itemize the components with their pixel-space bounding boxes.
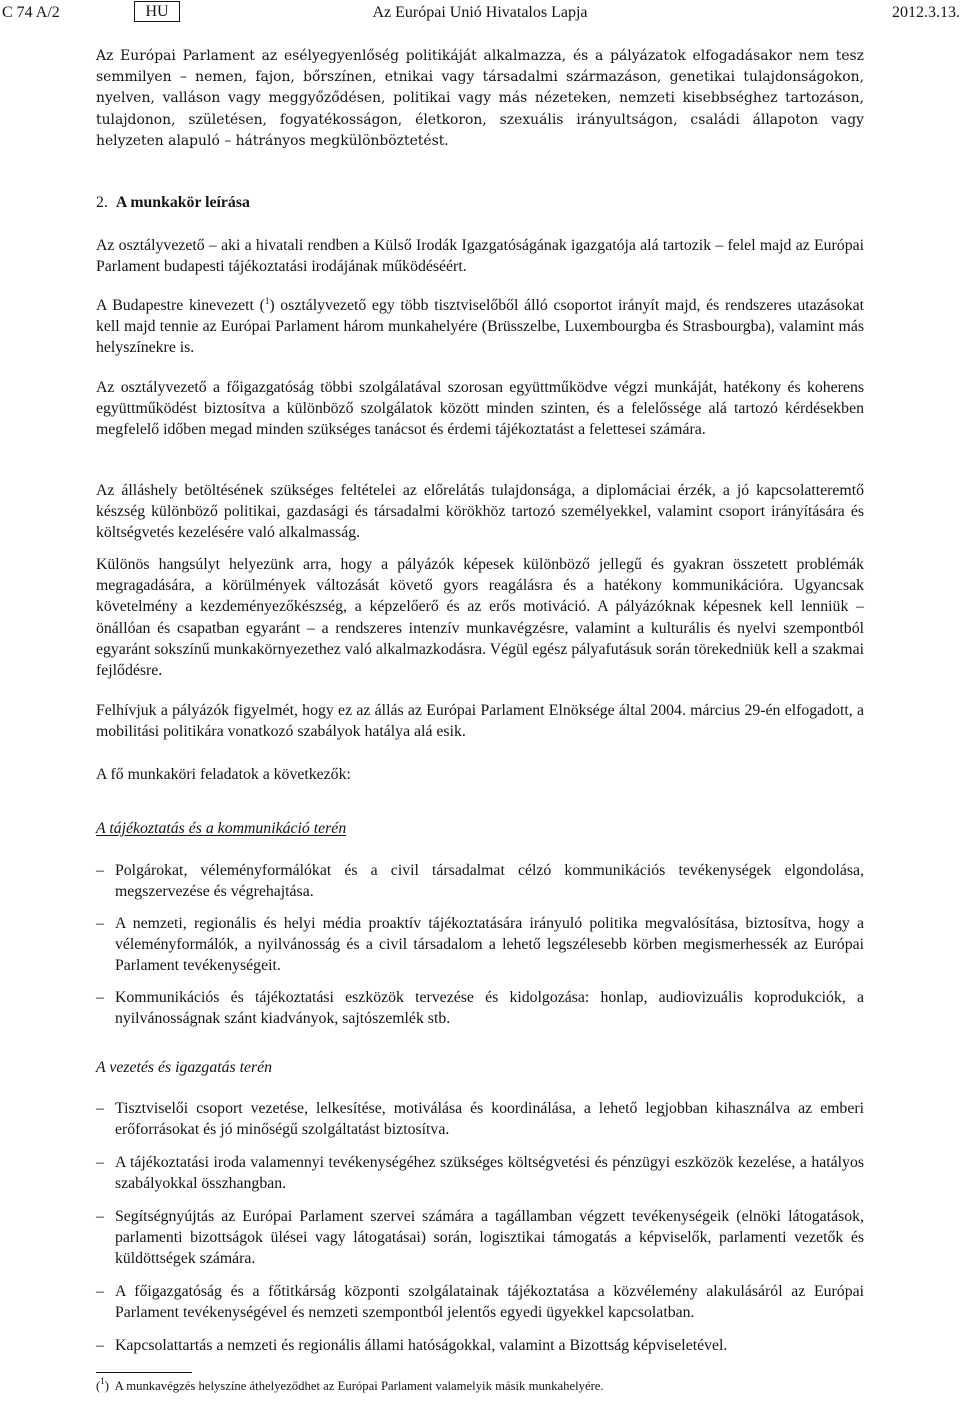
paragraph-requirements: Az álláshely betöltésének szükséges feltételei az előrelátás tulajdonsága, a diplomáciai érzék, a jó kapcsolatteremtő készség különböző politikai, gazdasági és társadalmi körökhöz tartozó személyekkel, valamint csoport irányítására és költségvetés kezelésére való alkalmasság. [96,482,864,542]
list-item-text: A főigazgatóság és a főtitkárság központi szolgálatainak tájékoztatása a közvélemény alakulásáról az Európai Parlament tevékenységével és nemzeti szempontból jelentős egyedi ügyekkel kapcsolatban. [115,1283,864,1322]
footnote-ref: 1 [264,296,270,306]
paragraph-posting [96,295,864,359]
list-item-text: Polgárokat, véleményformálókat és a civil társadalmat célzó kommunikációs tevékenységek elgondolása, megszervezése és végrehajtása. [115,862,864,901]
list-item [96,987,864,1029]
section-heading [96,192,864,213]
list-item-text: A nemzeti, regionális és helyi média proaktív tájékoztatására irányuló politika megvalósítása, biztosítva, hogy a véleményformálók, a nyilvánosság és a civil társadalom a lehető legszélesebb körben megismerhessék az Európai Parlament tevékenységeit. [115,915,864,975]
dash-marker: – [96,862,104,879]
subheading-management: A vezetés és igazgatás terén [96,1059,273,1076]
list-item [96,860,864,902]
paragraph-cooperation: Az osztályvezető a főigazgatóság többi szolgálatával szorosan együttműködve végzi munkáját, hatékony és koherens együttműködést biztosítva a különböző szolgálatok között minden szinten, és a felelőssége alá tartozó kérdésekben megfelelő időben megad minden szükséges tanácsot és érdemi tájékoztatást a felettesei számára. [96,379,864,439]
list-item [96,1206,864,1270]
publication-title: Az Európai Unió Hivatalos Lapja [372,4,588,21]
footnote-divider [96,1372,192,1373]
list-item [96,1335,864,1356]
intro-paragraph: Az Európai Parlament az esélyegyenlőség politikáját alkalmazza, és a pályázatok elfogadásakor nem tesz semmilyen – nemen, fajon, bőrszínen, etnikai vagy társadalmi származáson, genetikai tulajdonságokon, nyelven, valláson vagy meggyőződésen, politikai vagy más nézeteken, nemzeti kisebbséghez tartozáson, tulajdonon, születésen, fogyatékosságon, életkoron, szexuális irányultságon, családi állapoton vagy helyzeten alapuló – hátrányos megkülönböztetést. [96,48,864,149]
issue-date: 2012.3.13. [892,4,960,21]
list-item-text: Kapcsolattartás a nemzeti és regionális állami hatóságokkal, valamint a Bizottság képviseletével. [115,1337,728,1354]
list-item-text: A tájékoztatási iroda valamennyi tevékenységéhez szükséges költségvetési és pénzügyi eszközök kezelése, a hatályos szabályokkal összhangban. [115,1154,864,1193]
list-item [96,1152,864,1194]
paragraph-mobility: Felhívjuk a pályázók figyelmét, hogy ez az állás az Európai Parlament Elnöksége által 2004. március 29-én elfogadott, a mobilitási politikára vonatkozó szabályok hatálya alá esik. [96,702,864,741]
dash-marker: – [96,1100,104,1117]
section-number: 2. [96,194,108,211]
paragraph-competencies: Különös hangsúlyt helyezünk arra, hogy a pályázók képesek különböző jellegű és gyakran összetett problémák megragadására, a körülmények változását követő gyors reagálásra és a hatékony kommunikációra. Ugyancsak követelmény a kezdeményezőkészség, a képzelőerő és az erős motiváció. A pályázóknak képesnek kell lenniük – önállóan és csapatban egyaránt – a rendszeres intenzív munkavégzésre, valamint a kulturális és nyelvi szempontból egyaránt sokszínű munkakörnyezethez való alkalmazkodásra. Végül egész pályafutásuk során törekedniük kell a szakmai fejlődésre. [96,556,864,680]
section-title: A munkakör leírása [115,194,250,211]
dash-marker: – [96,1208,104,1225]
paragraph-tasks-lead: A fő munkaköri feladatok a következők: [96,766,351,783]
language-box: HU [134,1,180,22]
dash-marker: – [96,989,104,1006]
footnote-marker: 1 [100,1376,105,1386]
paragraph-posting-end: ) osztályvezető egy több tisztviselőből álló csoportot irányít majd, és rendszeres utazásokat kell majd tennie az Európai Parlament három munkahelyére (Brüsszelbe, Luxembourgba és Strasbourgba), valamint más helyszínekre is. [96,297,864,357]
list-item-text: Tisztviselői csoport vezetése, lelkesítése, motiválása és koordinálása, a lehető legjobban kihasználva az emberi erőforrásokat és jó minőségű szolgáltatást biztosítva. [115,1100,864,1139]
list-item [96,1281,864,1323]
list-item [96,913,864,977]
page-header [0,0,960,26]
dash-marker: – [96,1337,104,1354]
footnote: ($^1$) A munkavégzés helyszíne áthelyeződhet az Európai Parlament valamelyik másik munkahelyére. [96,1376,604,1393]
issue-reference: C 74 A/2 [2,4,60,21]
dash-marker: – [96,915,104,932]
dash-marker: – [96,1283,104,1300]
list-item-text: Kommunikációs és tájékoztatási eszközök tervezése és kidolgozása: honlap, audiovizuális koprodukciók, a nyilvánosságnak szánt kiadványok, sajtószemlék stb. [115,989,864,1028]
list-item-text: Segítségnyújtás az Európai Parlament szervei számára a tagállamban végzett tevékenységeik (elnöki látogatások, parlamenti bizottságok ülései vagy látogatásai) során, logisztikai támogatás a képviselők, parlamenti vezetők és küldöttségek számára. [115,1208,864,1268]
list-item [96,1098,864,1140]
paragraph-posting-start: A Budapestre kinevezett ( [96,297,265,314]
footnote-text: A munkavégzés helyszíne áthelyeződhet az Európai Parlament valamelyik másik munkahelyére. [114,1379,604,1393]
paragraph-duties-intro: Az osztályvezető – aki a hivatali rendben a Külső Irodák Igazgatóságának igazgatója alá tartozik – felel majd az Európai Parlament budapesti tájékoztatási irodájának működéséért. [96,237,864,276]
dash-marker: – [96,1154,104,1171]
subheading-communication: A tájékoztatás és a kommunikáció terén [96,820,347,837]
